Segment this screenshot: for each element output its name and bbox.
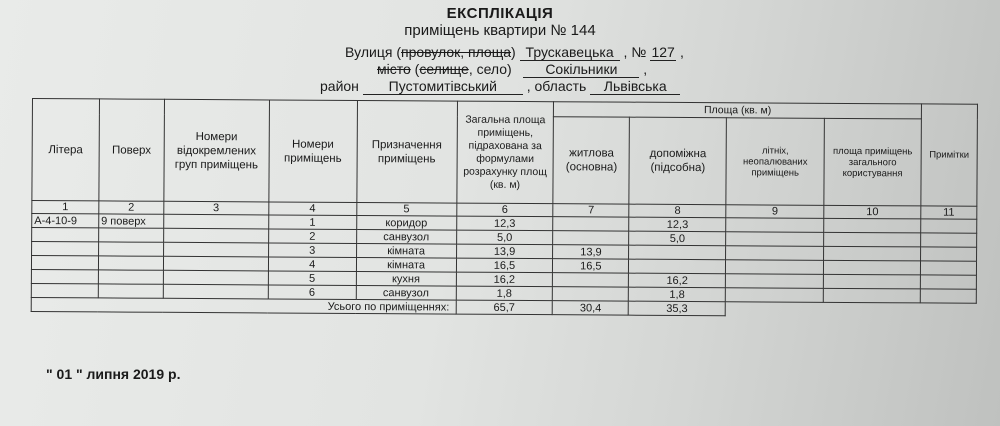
city-label-strike: місто	[377, 61, 411, 77]
cell-room: 6	[268, 285, 356, 300]
cell-total: 5,0	[456, 230, 553, 245]
header-common: площа приміщень загального користування	[824, 118, 921, 206]
col-num: 6	[456, 203, 553, 217]
cell-common	[824, 232, 921, 247]
cell-group	[164, 214, 269, 229]
cell-notes	[921, 233, 977, 247]
district-label: район	[320, 78, 359, 94]
cell-room: 2	[268, 229, 356, 244]
header-groups: Номери відокремлених груп приміщень	[164, 99, 270, 202]
district-value: Пустомитівський	[363, 78, 523, 95]
cell-poverkh	[98, 256, 163, 270]
cell-litera	[32, 228, 99, 242]
date: " 01 " липня 2019 р.	[46, 366, 181, 382]
col-num: 9	[726, 205, 824, 219]
city-line: місто (селище, село) Сокільники ,	[377, 61, 648, 77]
cell-common	[823, 274, 920, 289]
header-row	[32, 99, 977, 120]
header-total-area: Загальна площа приміщень, підрахована за формулами розрахунку площ (кв. м)	[456, 101, 553, 204]
col-num: 1	[32, 201, 99, 214]
header-summer: літніх, неопалюваних приміщень	[726, 118, 824, 206]
region-value: Львівська	[590, 78, 680, 95]
total-aux-value: 35,3	[629, 301, 726, 316]
cell-summer	[725, 288, 823, 303]
cell-common	[824, 218, 921, 233]
explication-table	[31, 98, 978, 318]
cell-summer	[726, 232, 824, 247]
district-line	[320, 78, 680, 95]
cell-living	[553, 287, 629, 301]
cell-summer	[726, 218, 824, 233]
cell-notes	[920, 247, 976, 261]
cell-aux: 16,2	[629, 273, 726, 288]
cell-aux: 1,8	[629, 287, 726, 302]
cell-room: 5	[268, 271, 356, 286]
table-body	[31, 214, 976, 304]
cell-common	[823, 288, 920, 303]
col-num: 11	[921, 206, 977, 219]
cell-total: 16,2	[456, 272, 553, 287]
cell-aux	[629, 259, 726, 274]
cell-summer	[726, 260, 824, 275]
empty-cell	[920, 303, 976, 317]
cell-room: 4	[268, 257, 356, 272]
number-value: 127	[651, 44, 675, 60]
cell-poverkh: 9 поверх	[99, 214, 164, 228]
cell-total: 13,9	[456, 244, 553, 259]
cell-litera	[32, 242, 99, 256]
street-line: Вулиця (провулок, площа) Трускавецька , № 127 ,	[345, 44, 684, 60]
cell-purpose: кухня	[356, 271, 456, 286]
cell-living	[553, 217, 629, 231]
header-notes: Примітки	[921, 104, 978, 206]
region-label: , область	[526, 78, 587, 94]
cell-aux: 12,3	[629, 217, 726, 232]
cell-group	[163, 228, 268, 243]
empty-cell	[823, 302, 920, 317]
cell-common	[824, 260, 921, 275]
cell-litera: А-4-10-9	[32, 214, 99, 228]
col-num: 4	[269, 202, 357, 216]
col-num: 10	[824, 205, 921, 219]
cell-litera	[31, 269, 98, 283]
header-poverkh: Поверх	[99, 99, 165, 201]
cell-litera	[31, 283, 98, 297]
cell-living: 13,9	[553, 245, 629, 259]
cell-notes	[920, 261, 976, 275]
cell-room: 1	[268, 215, 356, 230]
city-label-post: , село)	[468, 61, 512, 77]
col-num: 8	[629, 204, 726, 218]
header-litera: Літера	[32, 99, 100, 201]
cell-total: 16,5	[456, 258, 553, 273]
street-label-pre: Вулиця (	[345, 44, 402, 60]
cell-purpose: санвузол	[356, 229, 456, 244]
cell-poverkh	[98, 284, 163, 298]
street-label-post: )	[511, 44, 516, 60]
cell-group	[163, 270, 268, 285]
subtitle: приміщень квартири № 144	[404, 22, 596, 39]
cell-room: 3	[268, 243, 356, 258]
cell-summer	[726, 274, 824, 289]
cell-common	[824, 246, 921, 261]
cell-aux	[629, 245, 726, 260]
number-label: , №	[623, 44, 647, 60]
cell-poverkh	[98, 242, 163, 256]
cell-purpose: кімната	[356, 257, 456, 272]
col-num: 2	[99, 201, 164, 214]
cell-notes	[921, 219, 977, 233]
cell-group	[163, 284, 268, 299]
header-purpose: Призначення приміщень	[357, 100, 458, 203]
total-label: Усього по приміщеннях:	[31, 297, 456, 314]
cell-purpose: коридор	[356, 215, 456, 230]
street-label-strike: провулок, площа	[401, 44, 512, 60]
header-area-group: Площа (кв. м)	[554, 102, 922, 119]
cell-notes	[920, 275, 976, 289]
cell-group	[163, 242, 268, 257]
total-living-value: 30,4	[553, 301, 629, 315]
cell-notes	[920, 289, 976, 303]
cell-living: 16,5	[553, 259, 629, 273]
header-living: житлова (основна)	[553, 117, 629, 204]
cell-poverkh	[99, 228, 164, 242]
cell-poverkh	[98, 270, 163, 284]
cell-purpose: кімната	[356, 243, 456, 258]
total-area-value: 65,7	[456, 300, 553, 315]
col-num: 3	[164, 201, 269, 215]
city-label-strike2: селище	[419, 61, 469, 77]
street-value: Трускавецька	[520, 44, 620, 61]
col-num: 7	[553, 204, 629, 217]
cell-summer	[726, 246, 824, 261]
title: ЕКСПЛІКАЦІЯ	[446, 5, 554, 22]
cell-total: 1,8	[456, 286, 553, 301]
empty-cell	[725, 302, 823, 317]
cell-aux: 5,0	[629, 231, 726, 246]
cell-living	[553, 231, 629, 245]
cell-litera	[31, 256, 98, 270]
city-label-mid: (	[410, 61, 420, 77]
cell-group	[163, 256, 268, 271]
city-value: Сокільники	[523, 61, 639, 78]
cell-living	[553, 273, 629, 287]
cell-total: 12,3	[456, 216, 553, 231]
header-auxiliary: допоміжна (підсобна)	[629, 117, 726, 205]
header-rooms: Номери приміщень	[269, 100, 358, 203]
col-num: 5	[356, 202, 456, 216]
cell-purpose: санвузол	[356, 285, 456, 300]
